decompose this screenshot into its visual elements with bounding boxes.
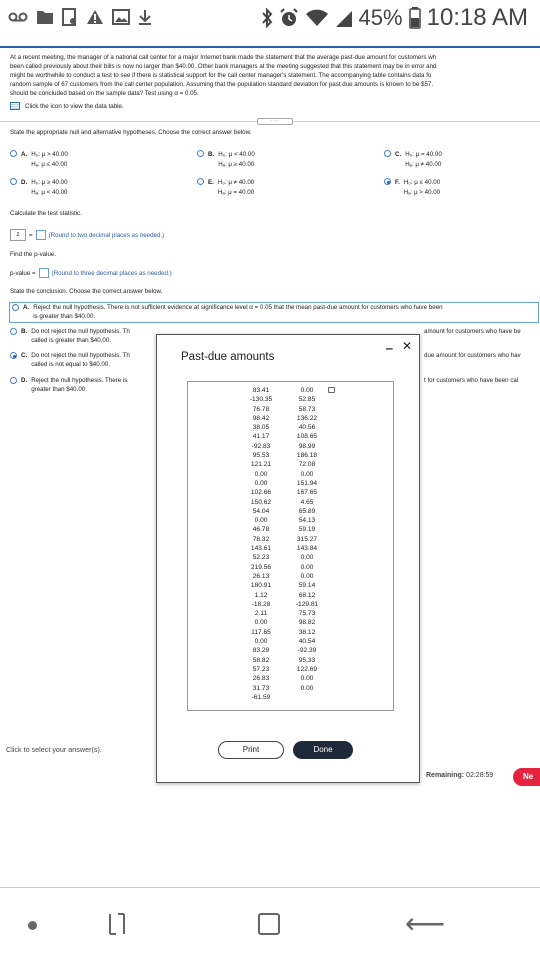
alt-hypothesis: Hₐ: μ > 40.00 bbox=[403, 189, 441, 196]
data-cell: 75.73 bbox=[298, 610, 316, 618]
null-hypothesis: H₀: μ ≥ 40.00 bbox=[31, 179, 68, 186]
data-cell: 78.32 bbox=[252, 535, 270, 543]
problem-line: been called previously about their bills is now no larger than $40.00. Other bank managers at the meeting suggested that this statement may be in error and bbox=[10, 63, 437, 70]
data-cell: 31.73 bbox=[252, 684, 270, 692]
click-hint: Click to select your answer(s). bbox=[6, 745, 102, 754]
popup-title: Past-due amounts bbox=[181, 351, 275, 363]
recents-icon[interactable] bbox=[106, 910, 128, 938]
option-letter: A. bbox=[23, 304, 30, 311]
back-icon[interactable]: ⟵ bbox=[405, 908, 446, 939]
data-cell: 136.22 bbox=[296, 414, 318, 422]
data-table-popup bbox=[156, 334, 420, 783]
bluetooth-icon bbox=[261, 8, 273, 28]
option-letter: C. bbox=[21, 352, 28, 359]
data-cell: 102.66 bbox=[250, 489, 272, 497]
image-icon bbox=[112, 9, 130, 25]
option-text-tail: due amount for customers who hav bbox=[424, 352, 521, 359]
null-hypothesis: H₀: μ ≠ 40.00 bbox=[217, 179, 255, 186]
data-cell: 72.08 bbox=[298, 461, 316, 469]
conclusion-prompt: State the conclusion. Choose the correct answer below. bbox=[10, 288, 163, 295]
data-cell: 46.78 bbox=[252, 526, 270, 534]
warning-icon bbox=[86, 9, 104, 25]
option-letter: D. bbox=[21, 179, 28, 186]
null-hypothesis: H₀: μ > 40.00 bbox=[31, 151, 68, 158]
pvalue-answer-input[interactable] bbox=[39, 268, 49, 278]
radio-button[interactable] bbox=[10, 178, 17, 185]
hypothesis-option-b[interactable] bbox=[197, 150, 255, 170]
option-text: Do not reject the null hypothesis. Th bbox=[31, 328, 130, 335]
data-cell: 40.56 bbox=[298, 424, 316, 432]
signal-icon bbox=[335, 8, 353, 28]
status-bar bbox=[0, 0, 540, 38]
pvalue-rounding-hint: (Round to three decimal places as needed.) bbox=[51, 269, 172, 277]
data-cell: 4.65 bbox=[300, 498, 314, 506]
pvalue-row bbox=[10, 268, 172, 278]
data-cell: 98.42 bbox=[252, 414, 270, 422]
z-rounding-hint: (Round to two decimal places as needed.) bbox=[48, 231, 165, 239]
data-table bbox=[187, 381, 394, 711]
divider-handle[interactable]: ····· bbox=[257, 118, 293, 125]
data-cell: 150.62 bbox=[250, 498, 272, 506]
data-cell: 59.19 bbox=[298, 526, 316, 534]
system-icons bbox=[261, 4, 528, 32]
data-cell: 95.33 bbox=[298, 656, 316, 664]
data-cell: 117.65 bbox=[251, 628, 271, 636]
radio-button[interactable] bbox=[12, 304, 19, 311]
clock: 10:18 AM bbox=[426, 4, 528, 31]
radio-button[interactable] bbox=[197, 150, 204, 157]
hypotheses-prompt: State the appropriate null and alternative hypotheses. Choose the correct answer below. bbox=[10, 129, 252, 136]
null-hypothesis: H₀: μ = 40.00 bbox=[405, 151, 442, 158]
remaining-time: 02:28:59 bbox=[466, 772, 494, 779]
test-stat-row bbox=[10, 229, 164, 241]
data-cell: 180.91 bbox=[250, 582, 272, 590]
data-cell: 76.78 bbox=[252, 405, 270, 413]
radio-button-selected[interactable] bbox=[384, 178, 391, 185]
pvalue-prompt: Find the p-value. bbox=[10, 251, 57, 258]
data-cell: 41.17 bbox=[252, 433, 270, 441]
data-cell: 40.54 bbox=[298, 638, 316, 646]
option-text: Reject the null hypothesis. There is bbox=[31, 377, 128, 384]
alt-hypothesis: Hₐ: μ ≤ 40.00 bbox=[31, 161, 68, 168]
data-cell: 58.73 bbox=[298, 405, 316, 413]
data-cell: 26.83 bbox=[252, 675, 270, 683]
alt-hypothesis: Hₐ: μ = 40.00 bbox=[217, 189, 255, 196]
data-table-link-label: Click the icon to view the data table. bbox=[25, 102, 124, 110]
data-cell: 0.00 bbox=[300, 572, 314, 580]
conclusion-option-a[interactable] bbox=[9, 302, 539, 323]
data-cell: 0.00 bbox=[300, 470, 314, 478]
download-icon bbox=[138, 9, 152, 25]
null-hypothesis: H₀: μ ≤ 40.00 bbox=[403, 179, 441, 186]
data-cell: 2.11 bbox=[254, 610, 268, 618]
data-cell: 68.12 bbox=[298, 591, 316, 599]
option-text: is greater than $40.00. bbox=[33, 312, 96, 320]
data-table-icon[interactable] bbox=[10, 102, 20, 110]
data-cell: 0.00 bbox=[254, 479, 268, 487]
option-text-tail: t for customers who have been cal bbox=[424, 377, 519, 384]
data-cell: 95.53 bbox=[252, 452, 270, 460]
test-stat-prompt: Calculate the test statistic. bbox=[10, 210, 82, 217]
null-hypothesis: H₀: μ < 40.00 bbox=[218, 151, 255, 158]
data-cell: 52.85 bbox=[298, 396, 316, 404]
home-icon[interactable] bbox=[258, 913, 280, 935]
navigation-bar bbox=[0, 888, 540, 960]
data-cell: -92.83 bbox=[251, 442, 271, 450]
print-button[interactable]: Print bbox=[218, 741, 284, 759]
problem-line: should be concluded based on the sample data? Test using α = 0.05. bbox=[10, 90, 199, 97]
notification-icons bbox=[8, 8, 152, 26]
voicemail-icon bbox=[8, 10, 28, 24]
data-cell: 65.89 bbox=[298, 507, 316, 515]
remaining-label: Remaining: bbox=[426, 772, 465, 779]
radio-button-selected[interactable] bbox=[10, 352, 17, 359]
hypothesis-option-f[interactable] bbox=[384, 178, 440, 198]
option-letter: A. bbox=[21, 151, 28, 158]
data-cell: 54.04 bbox=[252, 507, 270, 515]
data-cell: 219.56 bbox=[250, 563, 272, 571]
hypothesis-option-d[interactable] bbox=[10, 178, 68, 198]
problem-line: At a recent meeting, the manager of a national call center for a major Internet bank made the statement that the average past-due amount for customers wh bbox=[10, 54, 437, 61]
data-cell: 59.14 bbox=[298, 582, 316, 590]
z-symbol: z bbox=[10, 229, 26, 241]
assistant-dot-icon[interactable] bbox=[28, 921, 37, 930]
option-text: Reject the null hypothesis. There is not sufficient evidence at significance level α = 0.05 that the mean past-due amount for customers who have been bbox=[33, 304, 443, 311]
data-cell: 143.84 bbox=[296, 545, 318, 553]
data-cell: -92.39 bbox=[297, 647, 317, 655]
option-letter: F. bbox=[395, 179, 400, 186]
next-button[interactable]: Ne bbox=[513, 768, 540, 786]
data-cell: -61.59 bbox=[251, 693, 271, 701]
option-text-tail: amount for customers who have be bbox=[424, 328, 521, 335]
data-cell: 0.00 bbox=[254, 619, 268, 627]
option-text: called is greater than $40.00. bbox=[31, 336, 111, 344]
data-cell: 0.00 bbox=[254, 470, 268, 478]
data-cell: 26.13 bbox=[252, 572, 270, 580]
minimize-icon[interactable]: ‒ bbox=[386, 341, 393, 355]
data-column-2 bbox=[286, 386, 328, 693]
alt-hypothesis: Hₐ: μ < 40.00 bbox=[31, 189, 68, 196]
document-icon bbox=[62, 8, 78, 26]
data-cell: 52.23 bbox=[252, 554, 270, 562]
radio-button[interactable] bbox=[10, 377, 17, 384]
pvalue-label: p-value = bbox=[10, 269, 36, 277]
data-cell: 0.00 bbox=[254, 517, 268, 525]
radio-button[interactable] bbox=[10, 328, 17, 335]
z-answer-input[interactable] bbox=[36, 230, 46, 240]
header-rule bbox=[0, 46, 540, 48]
alarm-icon bbox=[279, 8, 299, 28]
option-text: called is not equal to $40.00. bbox=[31, 360, 110, 368]
hypothesis-option-a[interactable] bbox=[10, 150, 68, 170]
data-cell: 121.21 bbox=[250, 461, 272, 469]
option-text: Do not reject the null hypothesis. Th bbox=[31, 352, 130, 359]
problem-line: random sample of 67 customers from the call center population. Assuming that the population standard deviation for past due amounts is known to be $57. bbox=[10, 81, 434, 88]
data-cell: 0.00 bbox=[254, 638, 268, 646]
data-cell: 108.65 bbox=[296, 433, 318, 441]
time-remaining bbox=[426, 772, 493, 779]
hypothesis-option-c[interactable] bbox=[384, 150, 442, 170]
done-button[interactable]: Done bbox=[293, 741, 353, 759]
data-cell: 38.12 bbox=[298, 628, 316, 636]
data-cell: 186.18 bbox=[296, 452, 318, 460]
data-cell: 151.94 bbox=[296, 479, 318, 487]
data-cell: 0.00 bbox=[300, 387, 314, 394]
option-letter: B. bbox=[208, 151, 215, 158]
battery-icon bbox=[409, 7, 421, 29]
data-cell: 315.27 bbox=[296, 535, 318, 543]
alt-hypothesis: Hₐ: μ ≥ 40.00 bbox=[218, 161, 255, 168]
radio-button[interactable] bbox=[384, 150, 391, 157]
data-cell: 0.00 bbox=[300, 675, 314, 683]
equals-sign: = bbox=[29, 231, 33, 239]
data-cell: 83.41 bbox=[252, 387, 270, 394]
data-cell: 0.00 bbox=[300, 554, 314, 562]
data-cell: 143.61 bbox=[250, 545, 272, 553]
data-cell: 0.00 bbox=[300, 563, 314, 571]
data-cell: -130.35 bbox=[249, 396, 273, 404]
data-cell: 0.00 bbox=[300, 684, 314, 692]
radio-button[interactable] bbox=[10, 150, 17, 157]
data-cell: 57.23 bbox=[252, 665, 270, 673]
data-cell: 54.13 bbox=[298, 517, 316, 525]
option-letter: C. bbox=[395, 151, 402, 158]
data-table-link[interactable] bbox=[10, 102, 124, 110]
data-cell: 38.05 bbox=[252, 424, 270, 432]
option-text: greater than $40.00. bbox=[31, 385, 87, 393]
close-icon[interactable]: ✕ bbox=[402, 339, 413, 353]
option-letter: B. bbox=[21, 328, 28, 335]
hypothesis-option-e[interactable] bbox=[197, 178, 254, 198]
data-cell: 98.99 bbox=[298, 442, 316, 450]
folder-icon bbox=[36, 9, 54, 25]
radio-button[interactable] bbox=[197, 178, 204, 185]
alt-hypothesis: Hₐ: μ ≠ 40.00 bbox=[405, 161, 442, 168]
data-cell: 98.82 bbox=[298, 619, 316, 627]
wifi-icon bbox=[305, 8, 329, 28]
battery-percent: 45% bbox=[358, 5, 403, 30]
problem-line: might be worthwhile to conduct a test to see if there is statistical support for the call center manager's statement. The accompanying table contains data fo bbox=[10, 72, 432, 79]
option-letter: E. bbox=[208, 179, 214, 186]
data-cell: -18.28 bbox=[251, 600, 271, 608]
problem-statement bbox=[10, 53, 540, 98]
data-column-1 bbox=[240, 386, 282, 702]
data-cell: 83.29 bbox=[252, 647, 270, 655]
data-cell: 122.69 bbox=[296, 665, 318, 673]
data-cell: 58.82 bbox=[252, 656, 270, 664]
data-cell: -129.81 bbox=[295, 600, 319, 608]
data-cell: 167.65 bbox=[296, 489, 318, 497]
copy-icon[interactable] bbox=[328, 387, 335, 393]
option-letter: D. bbox=[21, 377, 28, 384]
data-cell: 1.12 bbox=[254, 591, 268, 599]
